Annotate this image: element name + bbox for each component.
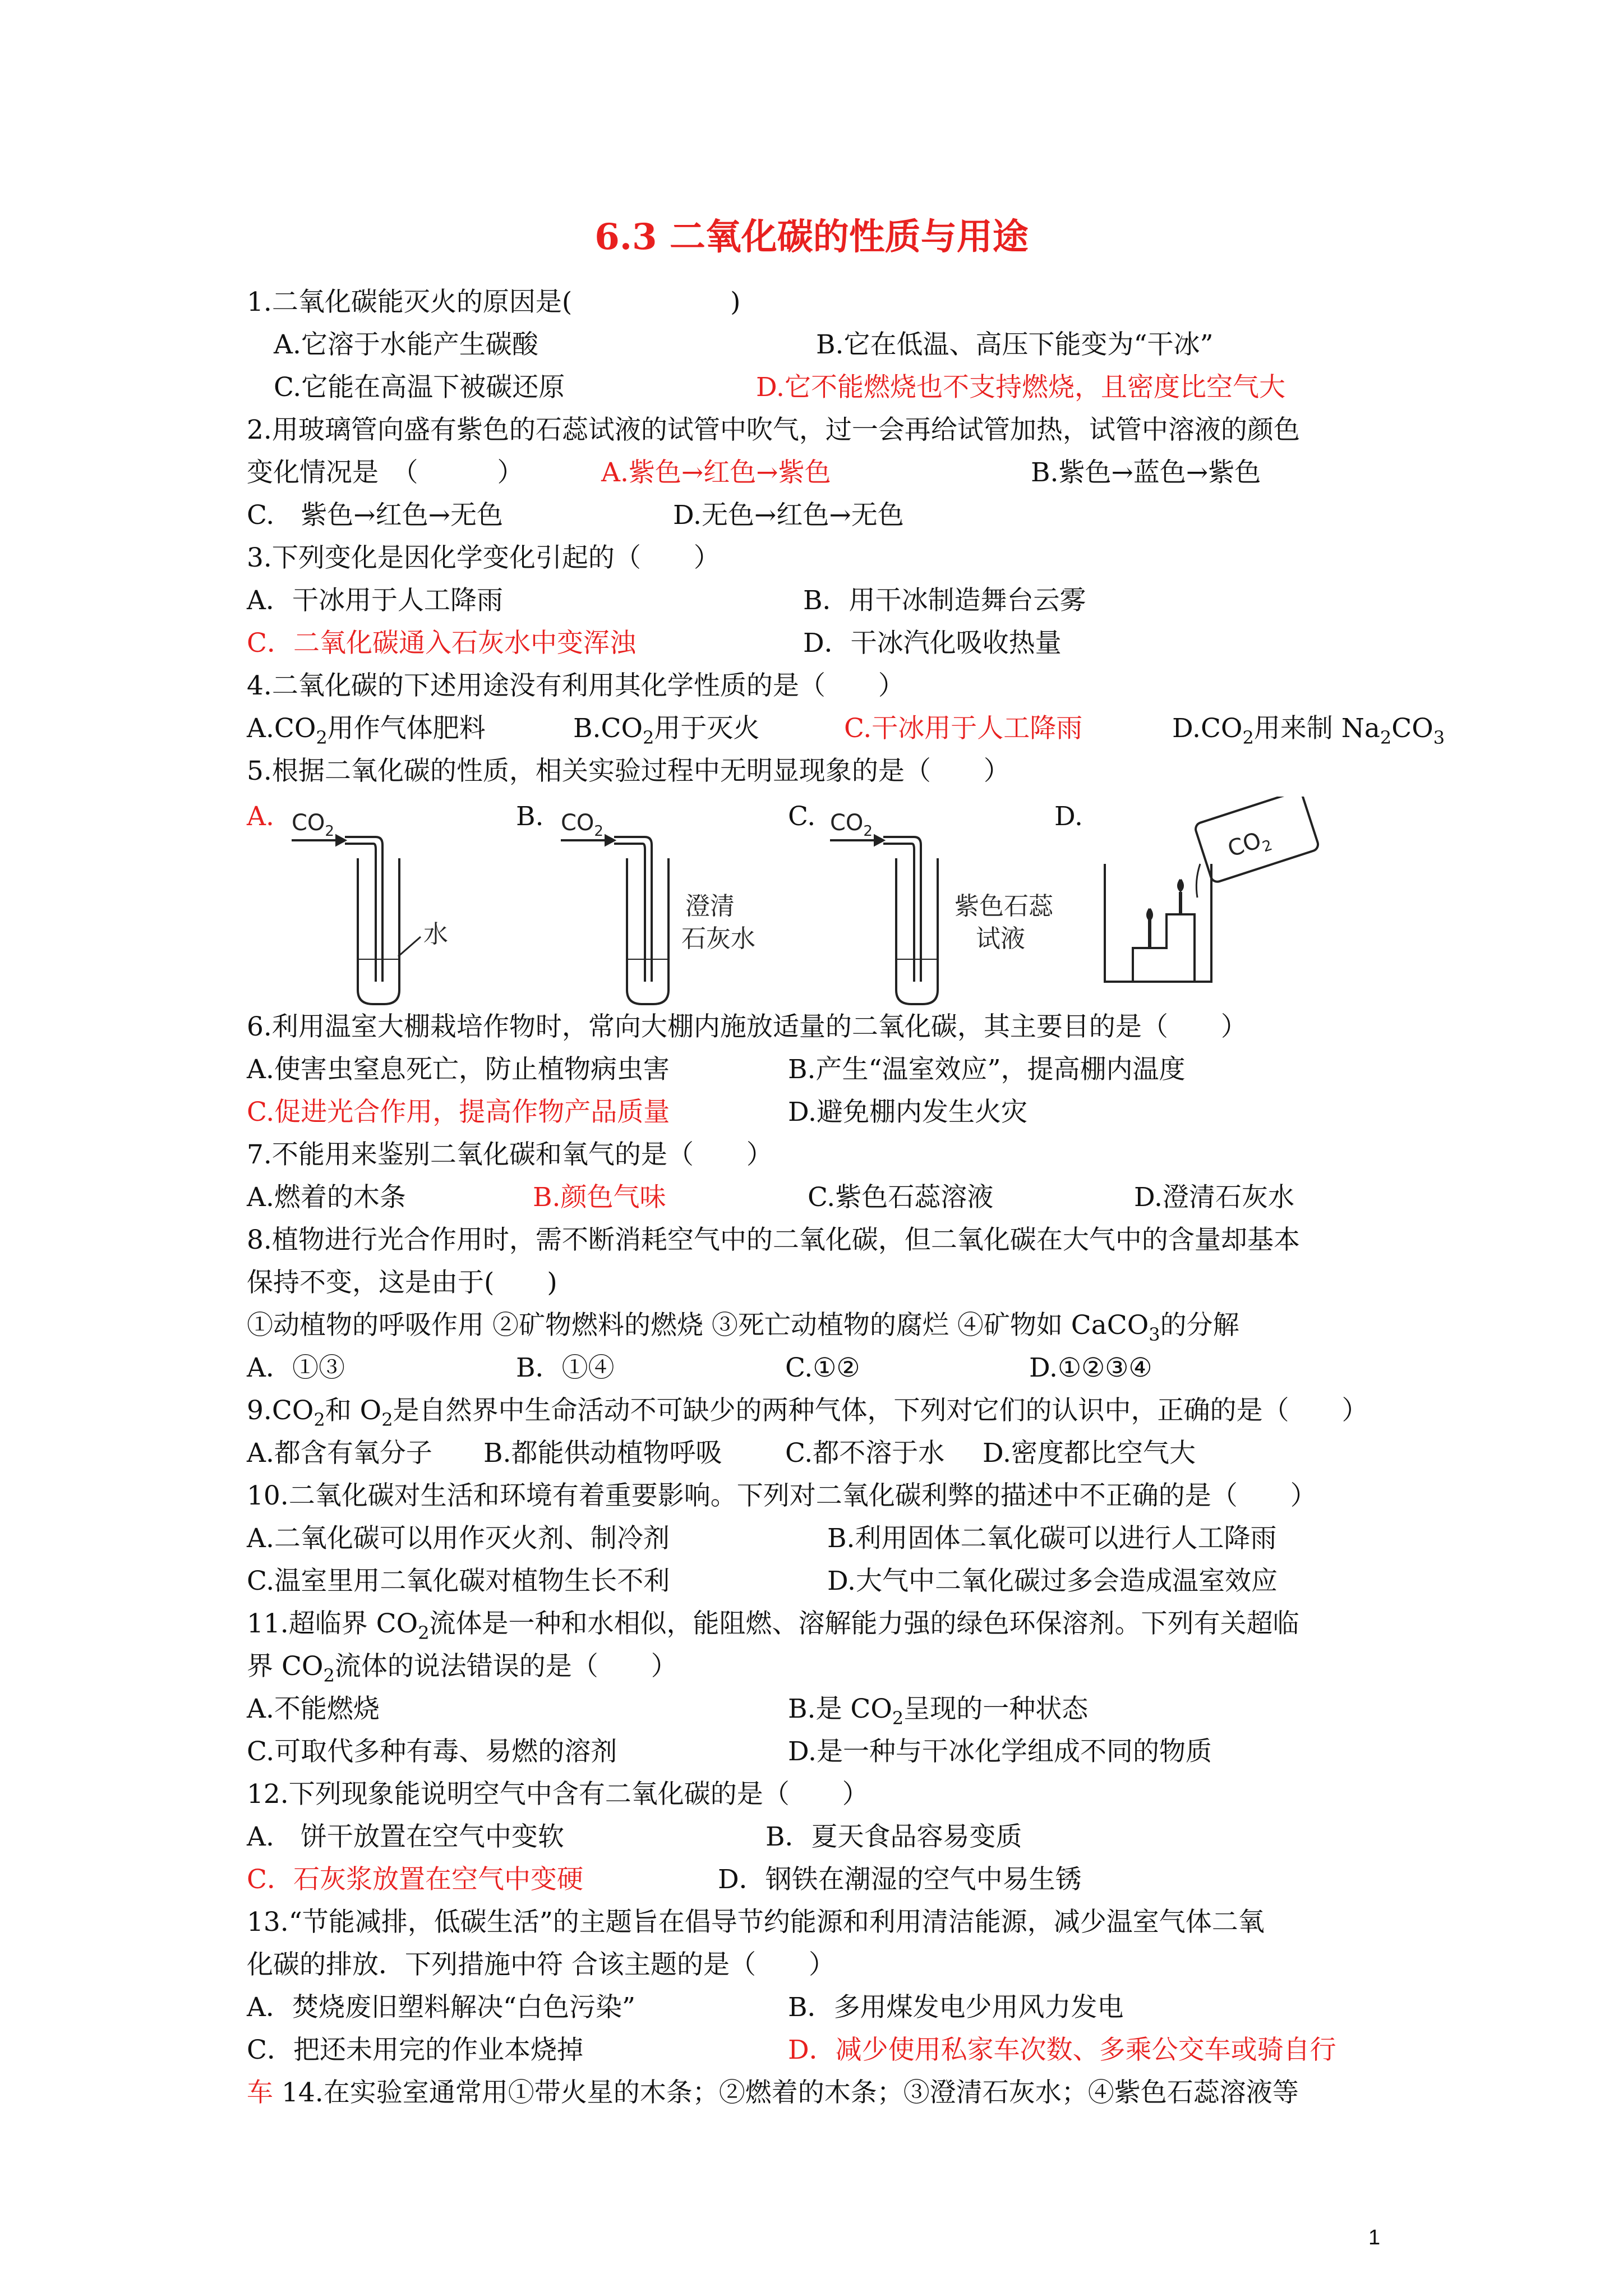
q3-option-a: A．干冰用于人工降雨 bbox=[247, 585, 503, 616]
q9-option-a: A.都含有氧分子 bbox=[247, 1438, 432, 1469]
q9-option-d: D.密度都比空气大 bbox=[983, 1438, 1196, 1469]
q1-option-b: B.它在低温、高压下能变为“干冰” bbox=[816, 329, 1214, 360]
figure-a-test-tube-water bbox=[292, 810, 448, 1004]
q1-option-d-answer: D.它不能燃烧也不支持燃烧，且密度比空气大 bbox=[756, 372, 1285, 403]
q10-option-c: C.温室里用二氧化碳对植物生长不利 bbox=[247, 1566, 670, 1596]
q2-option-a-answer: A.紫色→红色→紫色 bbox=[601, 457, 831, 488]
figure-b-label-line1: 澄清 bbox=[685, 892, 735, 921]
q11-stem-line1: 11.超临界 $CO_2$流体是一种和水相似，能阻燃、溶解能力强的绿色环保溶剂。下列有关超临 bbox=[247, 1608, 1299, 1644]
q2-stem-line1: 2.用玻璃管向盛有紫色的石蕊试液的试管中吹气，过一会再给试管加热，试管中溶液的颜色 bbox=[247, 415, 1300, 445]
q5-stem: 5.根据二氧化碳的性质，相关实验过程中无明显现象的是（ ） bbox=[247, 756, 1010, 786]
q7-option-d: D.澄清石灰水 bbox=[1134, 1182, 1294, 1213]
q12-stem: 12.下列现象能说明空气中含有二氧化碳的是（ ） bbox=[247, 1779, 869, 1810]
svg-text:CO2: $CO_2$ bbox=[1224, 827, 1275, 863]
q13-option-d-answer-line1: D．减少使用私家车次数、多乘公交车或骑自行 bbox=[788, 2035, 1336, 2065]
q6-option-b: B.产生“温室效应”，提高棚内温度 bbox=[788, 1054, 1186, 1085]
q8-stem-line1: 8.植物进行光合作用时，需不断消耗空气中的二氧化碳，但二氧化碳在大气中的含量却基本 bbox=[247, 1225, 1300, 1255]
q8-items: ①动植物的呼吸作用 ②矿物燃料的燃烧 ③死亡动植物的腐烂 ④矿物如 CaCO$_3$的分解 bbox=[247, 1310, 1239, 1345]
q1-option-a: A.它溶于水能产生碳酸 bbox=[274, 329, 538, 360]
q5-option-a-label-answer: A. bbox=[247, 801, 274, 832]
page-number: 1 bbox=[1368, 2226, 1381, 2249]
figure-a-test-tube bbox=[358, 858, 399, 1004]
q4-option-a: $A.CO_2$用作气体肥料 bbox=[247, 713, 486, 748]
q14-stem: 14.在实验室通常用①带火星的木条；②燃着的木条；③澄清石灰水；④紫色石蕊溶液等 bbox=[281, 2077, 1299, 2108]
q12-option-a: A. 饼干放置在空气中变软 bbox=[247, 1821, 564, 1852]
q11-option-c: C.可取代多种有毒、易燃的溶剂 bbox=[247, 1736, 617, 1767]
figure-c-co2-label: CO bbox=[830, 810, 864, 836]
q7-stem: 7.不能用来鉴别二氧化碳和氧气的是（ ） bbox=[247, 1139, 773, 1170]
q5-figures bbox=[247, 797, 1424, 1010]
q10-option-b: B.利用固体二氧化碳可以进行人工降雨 bbox=[827, 1523, 1277, 1554]
q8-stem-line2: 保持不变，这是由于( ) bbox=[247, 1267, 557, 1298]
figure-b-co2-label: CO bbox=[561, 810, 594, 836]
q13-q14-line bbox=[247, 2076, 1299, 2110]
q2-option-c: C. 紫色→红色→无色 bbox=[247, 500, 503, 531]
q13-option-c: C．把还未用完的作业本烧掉 bbox=[247, 2035, 583, 2065]
q13-option-d-answer-line2: 车 bbox=[247, 2077, 273, 2108]
figure-c-test-tube-litmus bbox=[830, 810, 1054, 1004]
q13-option-b: B．多用煤发电少用风力发电 bbox=[788, 1992, 1124, 2023]
q9-option-c: C.都不溶于水 bbox=[785, 1438, 945, 1469]
svg-text:CO2: $CO_2$ bbox=[830, 810, 873, 840]
q7-option-b-answer: B.颜色气味 bbox=[533, 1182, 666, 1213]
q2-option-d: D.无色→红色→无色 bbox=[673, 500, 904, 531]
q5-option-d-label: D. bbox=[1054, 801, 1083, 832]
q2-stem-line2: 变化情况是 （ ） bbox=[247, 457, 524, 488]
q4-stem: 4.二氧化碳的下述用途没有利用其化学性质的是（ ） bbox=[247, 670, 905, 701]
q3-option-d: D．干冰汽化吸收热量 bbox=[803, 628, 1062, 659]
q3-stem: 3.下列变化是因化学变化引起的（ ） bbox=[247, 542, 720, 573]
q1-option-c: C.它能在高温下被碳还原 bbox=[274, 372, 565, 403]
figure-b-label-line2: 石灰水 bbox=[681, 924, 755, 953]
q6-stem: 6.利用温室大棚栽培作物时，常向大棚内施放适量的二氧化碳，其主要目的是（ ） bbox=[247, 1011, 1247, 1042]
q12-option-c-answer: C．石灰浆放置在空气中变硬 bbox=[247, 1864, 583, 1895]
q10-stem: 10.二氧化碳对生活和环境有着重要影响。下列对二氧化碳利弊的描述中不正确的是（ ） bbox=[247, 1480, 1317, 1511]
svg-text:CO2: $CO_2$ bbox=[561, 810, 603, 840]
q13-stem-line1: 13.“节能减排，低碳生活”的主题旨在倡导节约能源和利用清洁能源，减少温室气体二氧 bbox=[247, 1907, 1265, 1938]
figure-a-co2-label: CO bbox=[292, 810, 325, 836]
q11-option-d: D.是一种与干冰化学组成不同的物质 bbox=[788, 1736, 1212, 1767]
q7-option-c: C.紫色石蕊溶液 bbox=[808, 1182, 994, 1213]
figure-b-test-tube bbox=[627, 858, 668, 1004]
figure-d-beaker-candles bbox=[1105, 797, 1320, 982]
q3-option-c-answer: C．二氧化碳通入石灰水中变浑浊 bbox=[247, 628, 636, 659]
q7-option-a: A.燃着的木条 bbox=[247, 1182, 406, 1213]
q11-option-a: A.不能燃烧 bbox=[247, 1694, 380, 1724]
q9-option-b: B.都能供动植物呼吸 bbox=[483, 1438, 722, 1469]
q9-stem: $9.CO_2$和 $O_2$是自然界中生命活动不可缺少的两种气体，下列对它们的认识中，正确的是（ ） bbox=[247, 1395, 1368, 1430]
q13-option-a: A．焚烧废旧塑料解决“白色污染” bbox=[247, 1992, 635, 2023]
q10-option-d: D.大气中二氧化碳过多会造成温室效应 bbox=[827, 1566, 1278, 1596]
q2-option-b: B.紫色→蓝色→紫色 bbox=[1031, 457, 1261, 488]
figure-d-steps bbox=[1133, 914, 1195, 982]
figure-c-label-line2: 试液 bbox=[976, 924, 1025, 953]
q11-stem-line2: 界 $CO_2$流体的说法错误的是（ ） bbox=[247, 1651, 677, 1686]
q6-option-c-answer: C.促进光合作用，提高作物产品质量 bbox=[247, 1097, 670, 1128]
q8-option-d: D.①②③④ bbox=[1029, 1352, 1152, 1383]
svg-text:CO2: $CO_2$ bbox=[292, 810, 334, 840]
q4-option-d: $D.CO_2$用来制 $Na_2CO_3$ bbox=[1172, 713, 1445, 748]
q6-option-d: D.避免棚内发生火灾 bbox=[788, 1097, 1027, 1128]
figure-a-water-label: 水 bbox=[423, 920, 448, 949]
q12-option-d: D．钢铁在潮湿的空气中易生锈 bbox=[718, 1864, 1082, 1895]
figure-c-test-tube bbox=[896, 858, 938, 1004]
q3-option-b: B．用干冰制造舞台云雾 bbox=[803, 585, 1086, 616]
q4-option-c-answer: C.干冰用于人工降雨 bbox=[844, 713, 1083, 744]
q8-option-c: C.①② bbox=[785, 1352, 860, 1383]
q6-option-a: A.使害虫窒息死亡，防止植物病虫害 bbox=[247, 1054, 670, 1085]
figure-b-test-tube-limewater bbox=[561, 810, 755, 1004]
figure-d-co2-jar bbox=[1194, 797, 1320, 884]
q1-stem: 1.二氧化碳能灭火的原因是( ) bbox=[247, 287, 741, 318]
q4-option-b: $B.CO_2$用于灭火 bbox=[573, 713, 760, 748]
q11-option-b: B.是 $CO_2$呈现的一种状态 bbox=[788, 1694, 1089, 1729]
q5-option-b-label: B. bbox=[516, 801, 544, 832]
q5-option-c-label: C. bbox=[788, 801, 816, 832]
q10-option-a: A.二氧化碳可以用作灭火剂、制冷剂 bbox=[247, 1523, 670, 1554]
q8-option-a: A．①③ bbox=[247, 1352, 345, 1383]
q12-option-b: B．夏天食品容易变质 bbox=[766, 1821, 1022, 1852]
page-title: 6.3 二氧化碳的性质与用途 bbox=[594, 216, 1029, 258]
figure-c-label-line1: 紫色石蕊 bbox=[955, 892, 1053, 921]
q8-option-b: B．①④ bbox=[516, 1352, 615, 1383]
q13-stem-line2: 化碳的排放．下列措施中符 合该主题的是（ ） bbox=[247, 1949, 835, 1980]
q5-experiment-diagrams bbox=[247, 797, 1424, 1010]
